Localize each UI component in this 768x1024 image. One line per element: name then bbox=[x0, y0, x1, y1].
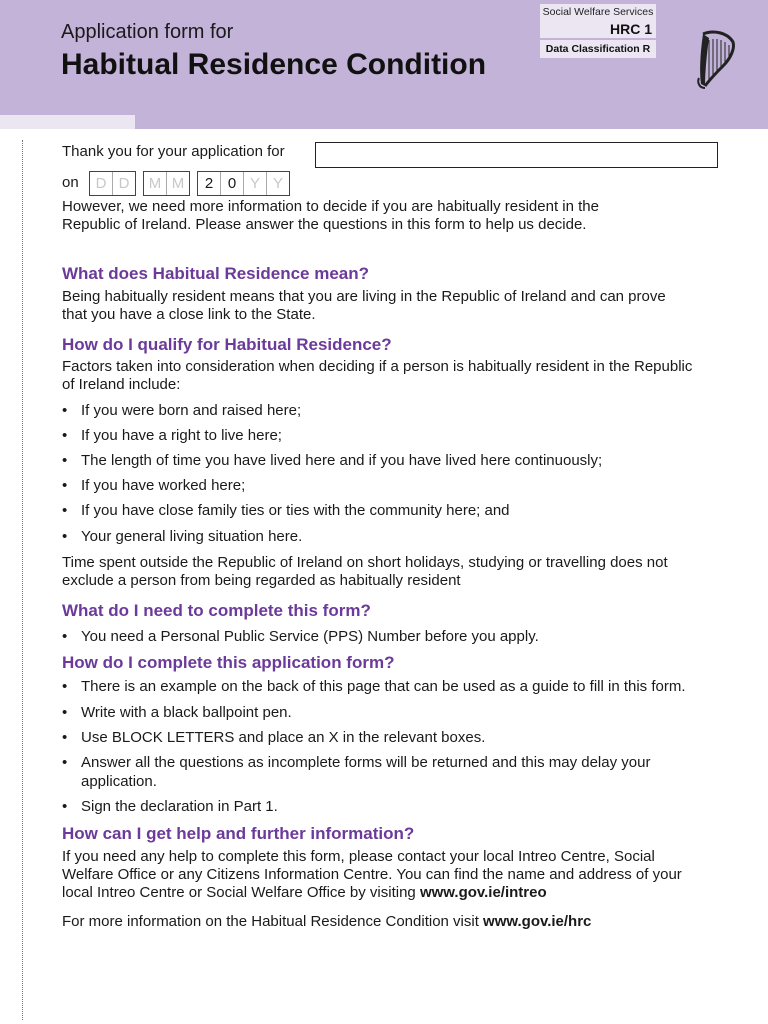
bullet-icon: • bbox=[62, 477, 68, 494]
classification-box bbox=[540, 40, 656, 58]
bullet-icon: • bbox=[62, 678, 68, 695]
bullet-icon: • bbox=[62, 502, 68, 519]
form-title: Habitual Residence Condition bbox=[61, 48, 487, 81]
date-year-cell[interactable]: Y bbox=[272, 175, 283, 192]
date-field[interactable] bbox=[89, 171, 297, 196]
date-year-cell[interactable]: 2 bbox=[198, 172, 221, 195]
org-name: Social Welfare Services bbox=[542, 6, 654, 18]
paragraph-line: that you have a close link to the State. bbox=[62, 306, 316, 323]
paragraph-line: If you need any help to complete this form, please contact your local Intreo Centre, Social bbox=[62, 848, 655, 865]
header-strip-accent bbox=[0, 115, 135, 129]
section-heading: What do I need to complete this form? bbox=[62, 601, 371, 620]
paragraph-line: exclude a person from being regarded as habitually resident bbox=[62, 572, 461, 589]
bullet-icon: • bbox=[62, 452, 68, 469]
bullet-icon: • bbox=[62, 427, 68, 444]
more-info-text-line: However, we need more information to decide if you are habitually resident in the bbox=[62, 198, 599, 215]
paragraph-line: For more information on the Habitual Residence Condition visit www.gov.ie/hrc bbox=[62, 913, 592, 930]
date-day-group[interactable] bbox=[89, 171, 136, 196]
bullet-icon: • bbox=[62, 528, 68, 545]
section-heading: How can I get help and further information? bbox=[62, 824, 415, 843]
list-item-continuation: application. bbox=[81, 773, 157, 790]
bullet-icon: • bbox=[62, 402, 68, 419]
bullet-icon: • bbox=[62, 729, 68, 746]
bullet-icon: • bbox=[62, 628, 68, 645]
form-subtitle: Application form for bbox=[61, 21, 234, 43]
section-heading: How do I complete this application form? bbox=[62, 653, 395, 672]
thanks-label: Thank you for your application for bbox=[62, 143, 285, 160]
date-day-cell[interactable]: D bbox=[90, 172, 113, 195]
paragraph-line: Welfare Office or any Citizens Information Centre. You can find the name and address of your bbox=[62, 866, 682, 883]
section-heading: What does Habitual Residence mean? bbox=[62, 264, 370, 283]
org-box bbox=[540, 4, 656, 38]
classification-label: Data Classification R bbox=[545, 43, 651, 55]
bullet-icon: • bbox=[62, 704, 68, 721]
application-type-field[interactable] bbox=[315, 142, 718, 168]
harp-emblem-icon bbox=[693, 28, 739, 90]
date-year-group[interactable] bbox=[197, 171, 290, 196]
paragraph-line: Factors taken into consideration when deciding if a person is habitually resident in the Republic bbox=[62, 358, 693, 375]
paragraph-line: Time spent outside the Republic of Ireland on short holidays, studying or travelling does not bbox=[62, 554, 668, 571]
date-day-cell[interactable]: D bbox=[118, 175, 130, 192]
paragraph-line: Being habitually resident means that you are living in the Republic of Ireland and can prove bbox=[62, 288, 666, 305]
form-code: HRC 1 bbox=[609, 21, 652, 37]
hrc-link[interactable]: www.gov.ie/hrc bbox=[483, 913, 592, 930]
date-month-cell[interactable]: M bbox=[171, 175, 185, 192]
bullet-icon: • bbox=[62, 798, 68, 815]
date-year-cell[interactable]: Y bbox=[244, 172, 267, 195]
fold-line bbox=[22, 140, 23, 1020]
section-heading: How do I qualify for Habitual Residence? bbox=[62, 335, 392, 354]
paragraph-line: local Intreo Centre or Social Welfare Office by visiting www.gov.ie/intreo bbox=[62, 884, 547, 901]
date-month-group[interactable] bbox=[143, 171, 190, 196]
more-info-text-line: Republic of Ireland. Please answer the questions in this form to help us decide. bbox=[62, 216, 587, 233]
date-year-cell[interactable]: 0 bbox=[221, 172, 244, 195]
intreo-link[interactable]: www.gov.ie/intreo bbox=[419, 884, 547, 901]
paragraph-line: of Ireland include: bbox=[62, 376, 181, 393]
bullet-icon: • bbox=[62, 754, 68, 771]
date-month-cell[interactable]: M bbox=[144, 172, 167, 195]
on-label: on bbox=[62, 174, 79, 191]
